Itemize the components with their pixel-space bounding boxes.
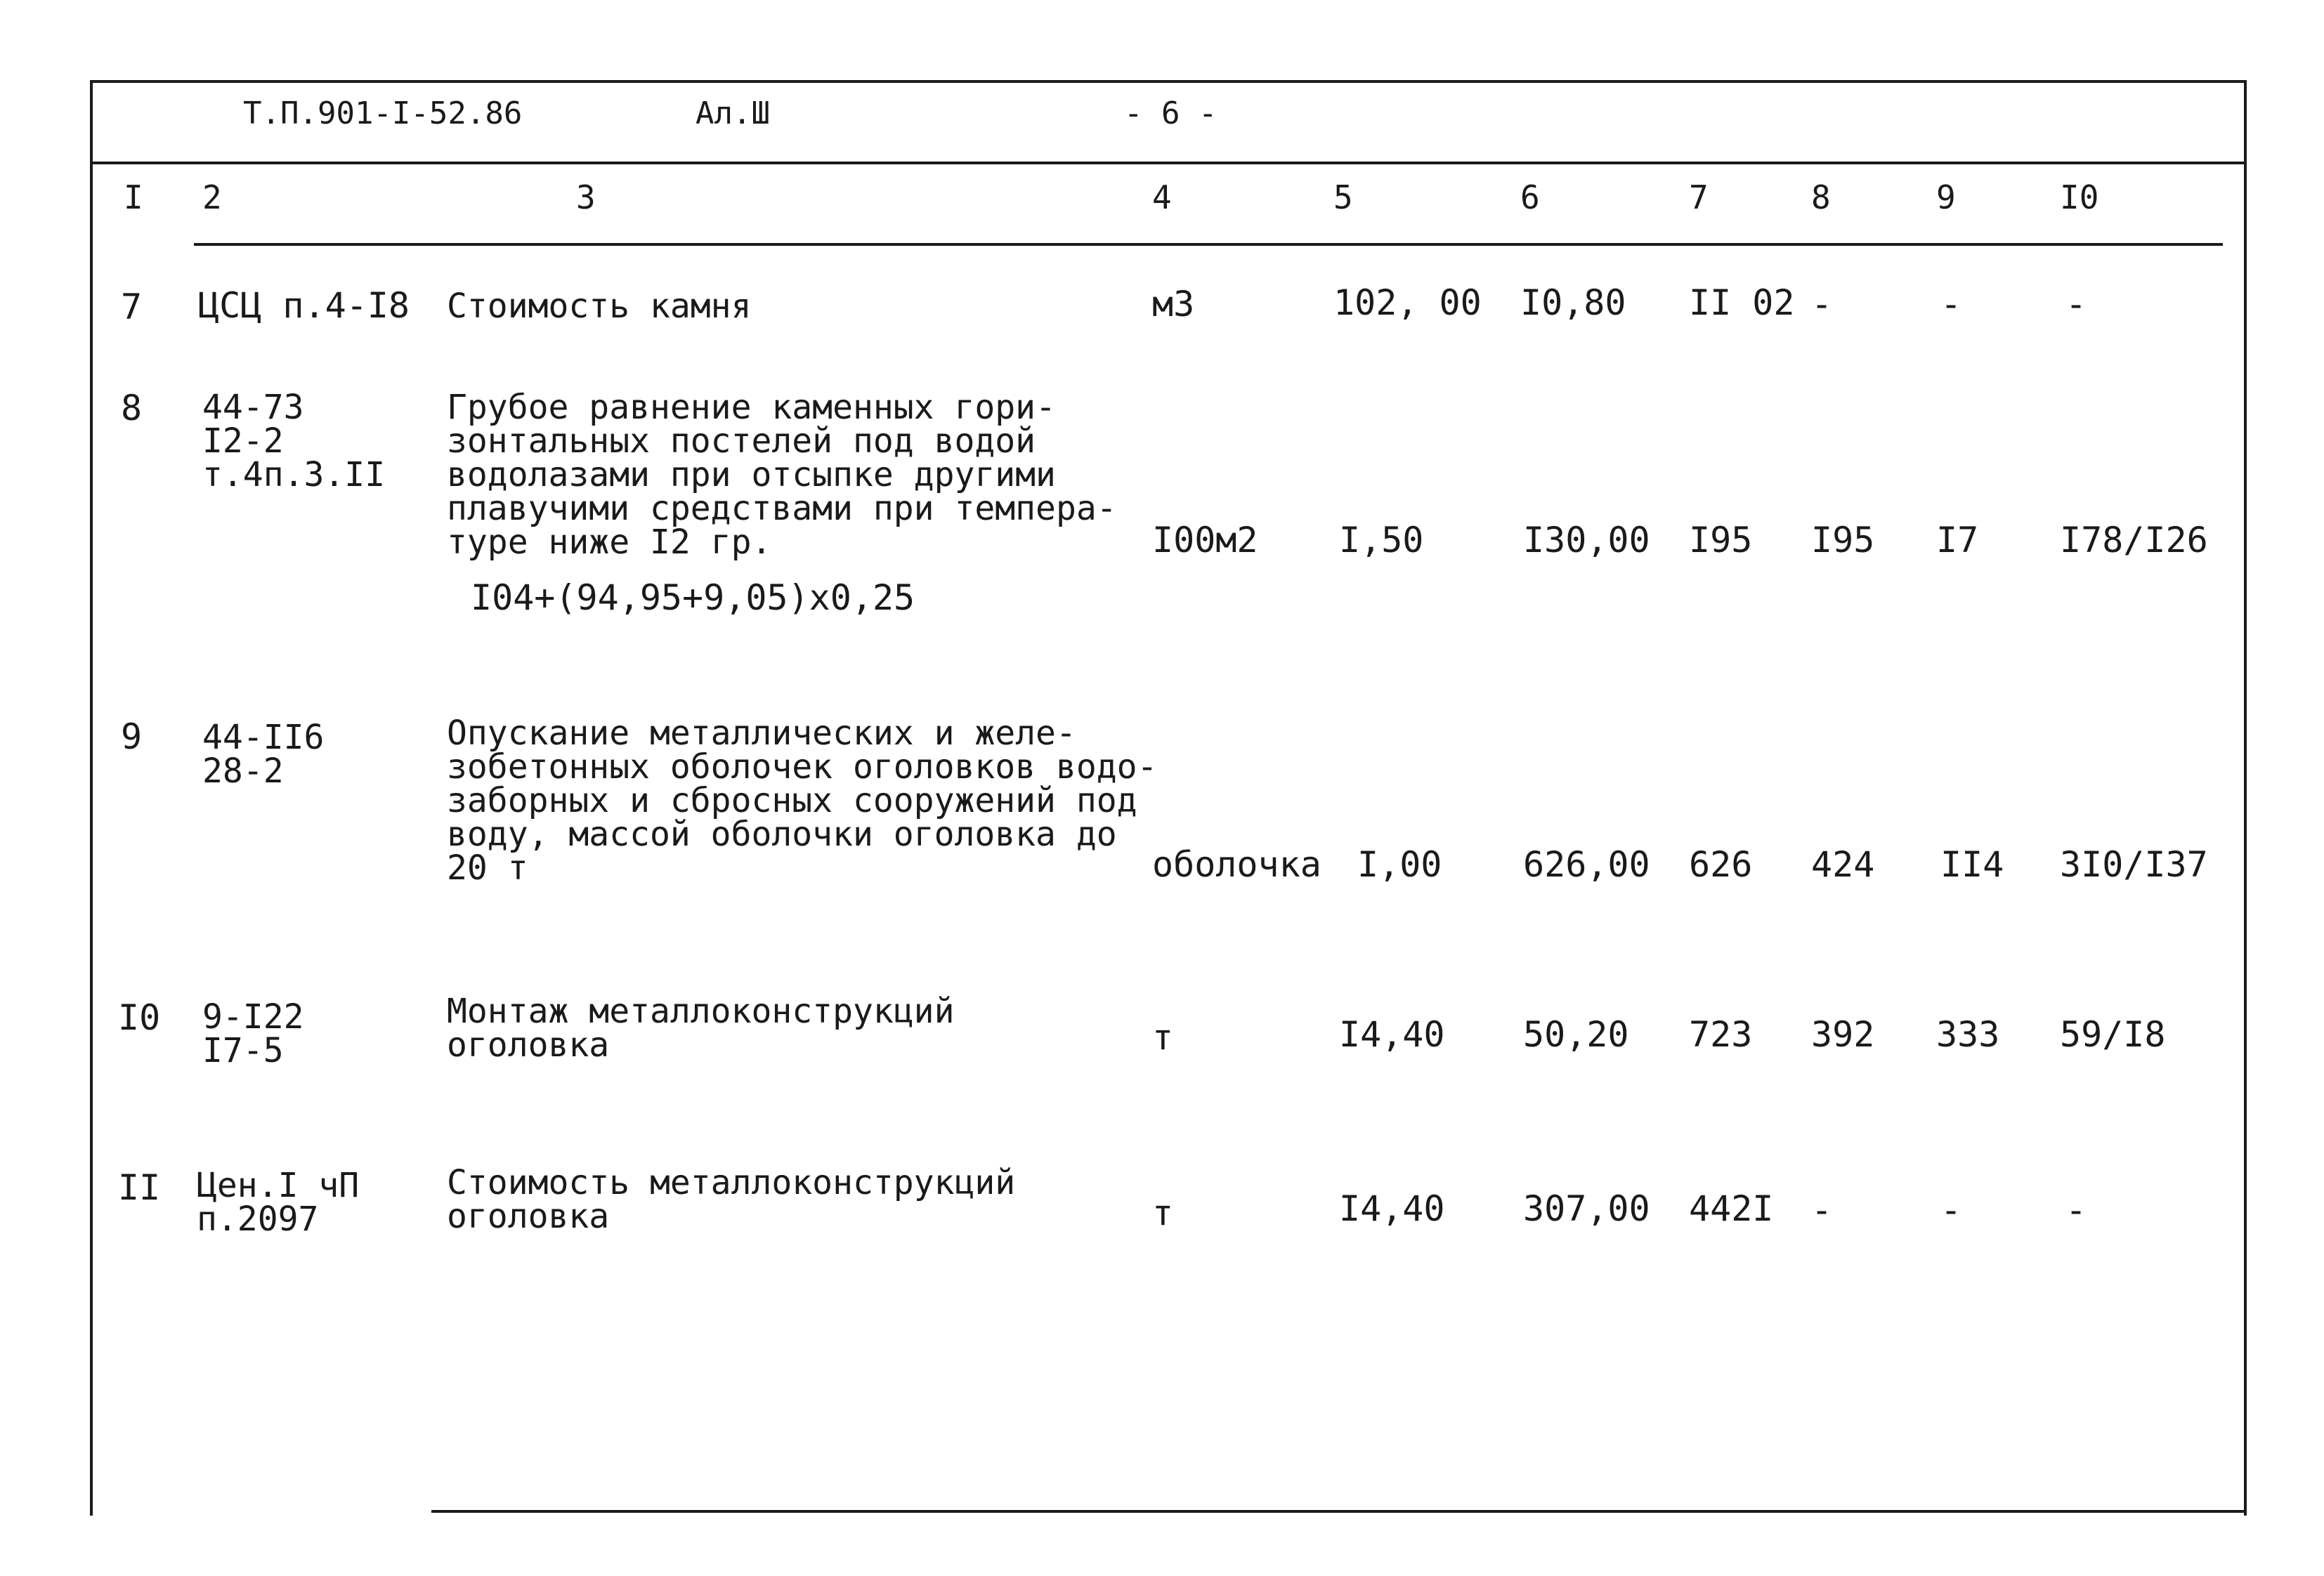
total-cost: 442I — [1689, 1188, 1774, 1229]
unit: т — [1152, 1193, 1174, 1233]
norm-code: ЦСЦ п.4-I8 — [198, 285, 410, 326]
column-10-value: I78/I26 — [2060, 520, 2208, 560]
work-description: Стоимость металлоконструкций оголовка — [447, 1163, 1016, 1236]
unit: I00м2 — [1152, 520, 1258, 560]
column-10-value: - — [2065, 1190, 2087, 1230]
quantity: I4,40 — [1339, 1188, 1445, 1229]
norm-code: 44-73 I2-2 т.4п.3.II — [202, 388, 386, 494]
row-number: 9 — [121, 716, 143, 757]
norm-code: 9-I22 I7-5 — [202, 997, 304, 1070]
quantity: I,00 — [1357, 844, 1442, 885]
unit-price: I0,80 — [1520, 282, 1626, 323]
page-number: - 6 - — [1124, 96, 1218, 131]
column-header-5: 5 — [1333, 178, 1353, 216]
column-9-value: - — [1940, 1190, 1962, 1230]
total-cost: II 02 — [1689, 282, 1795, 323]
work-description: Опускание металлических и желе- зобетонных оболочек оголовков водо- заборных и сбросных сооружений под воду, массой оболочки оголовка до 20 т — [447, 714, 1158, 888]
row-number: II — [118, 1167, 161, 1208]
column-header-1: I — [124, 178, 143, 216]
work-description: Стоимость камня — [447, 287, 752, 326]
total-cost: I95 — [1689, 520, 1753, 560]
column-8-value: - — [1811, 284, 1833, 324]
norm-code: 44-II6 28-2 — [202, 718, 325, 791]
calculation-formula: I04+(94,95+9,05)x0,25 — [471, 577, 915, 618]
unit: м3 — [1152, 284, 1195, 324]
work-description: Монтаж металлоконструкций оголовка — [447, 992, 955, 1065]
column-10-value: 3I0/I37 — [2060, 844, 2208, 885]
column-header-4: 4 — [1152, 178, 1172, 216]
column-10-value: - — [2065, 284, 2087, 324]
column-header-6: 6 — [1520, 178, 1540, 216]
frame-bottom-line — [431, 1510, 2245, 1513]
column-9-value: II4 — [1940, 844, 2004, 885]
column-9-value: 333 — [1936, 1014, 2000, 1055]
unit-price: 307,00 — [1523, 1188, 1650, 1229]
column-header-2: 2 — [202, 178, 222, 216]
column-9-value: I7 — [1936, 520, 1979, 560]
quantity: I4,40 — [1339, 1014, 1445, 1055]
unit-price: 626,00 — [1523, 844, 1650, 885]
total-cost: 626 — [1689, 844, 1753, 885]
norm-code: Цен.I чП п.2097 — [197, 1166, 360, 1239]
header-divider — [93, 162, 2244, 164]
row-number: I0 — [118, 997, 161, 1038]
work-description: Грубое равнение каменных гори- зонтальных постелей под водой водолазами при отсыпке другими плавучими средствами при темпера- туре ниже I2 гр. — [447, 388, 1117, 562]
quantity: I,50 — [1339, 520, 1424, 560]
column-8-value: - — [1811, 1190, 1833, 1230]
column-header-divider — [194, 243, 2223, 246]
column-9-value: - — [1940, 284, 1962, 324]
unit: оболочка — [1152, 844, 1321, 885]
quantity: 102, 00 — [1333, 282, 1482, 323]
column-8-value: 424 — [1811, 844, 1875, 885]
unit: т — [1152, 1017, 1174, 1058]
column-10-value: 59/I8 — [2060, 1014, 2166, 1055]
unit-price: 50,20 — [1523, 1014, 1629, 1055]
total-cost: 723 — [1689, 1014, 1753, 1055]
document-code: Т.П.901-I-52.86 — [243, 96, 523, 131]
column-header-3: 3 — [576, 178, 596, 216]
row-number: 7 — [121, 287, 143, 327]
column-header-7: 7 — [1689, 178, 1709, 216]
column-header-9: 9 — [1936, 178, 1956, 216]
unit-price: I30,00 — [1523, 520, 1650, 560]
column-8-value: I95 — [1811, 520, 1875, 560]
column-header-8: 8 — [1811, 178, 1831, 216]
album-label: Ал.Ш — [696, 96, 770, 131]
column-8-value: 392 — [1811, 1014, 1875, 1055]
column-header-10: I0 — [2060, 178, 2099, 216]
row-number: 8 — [121, 388, 143, 428]
